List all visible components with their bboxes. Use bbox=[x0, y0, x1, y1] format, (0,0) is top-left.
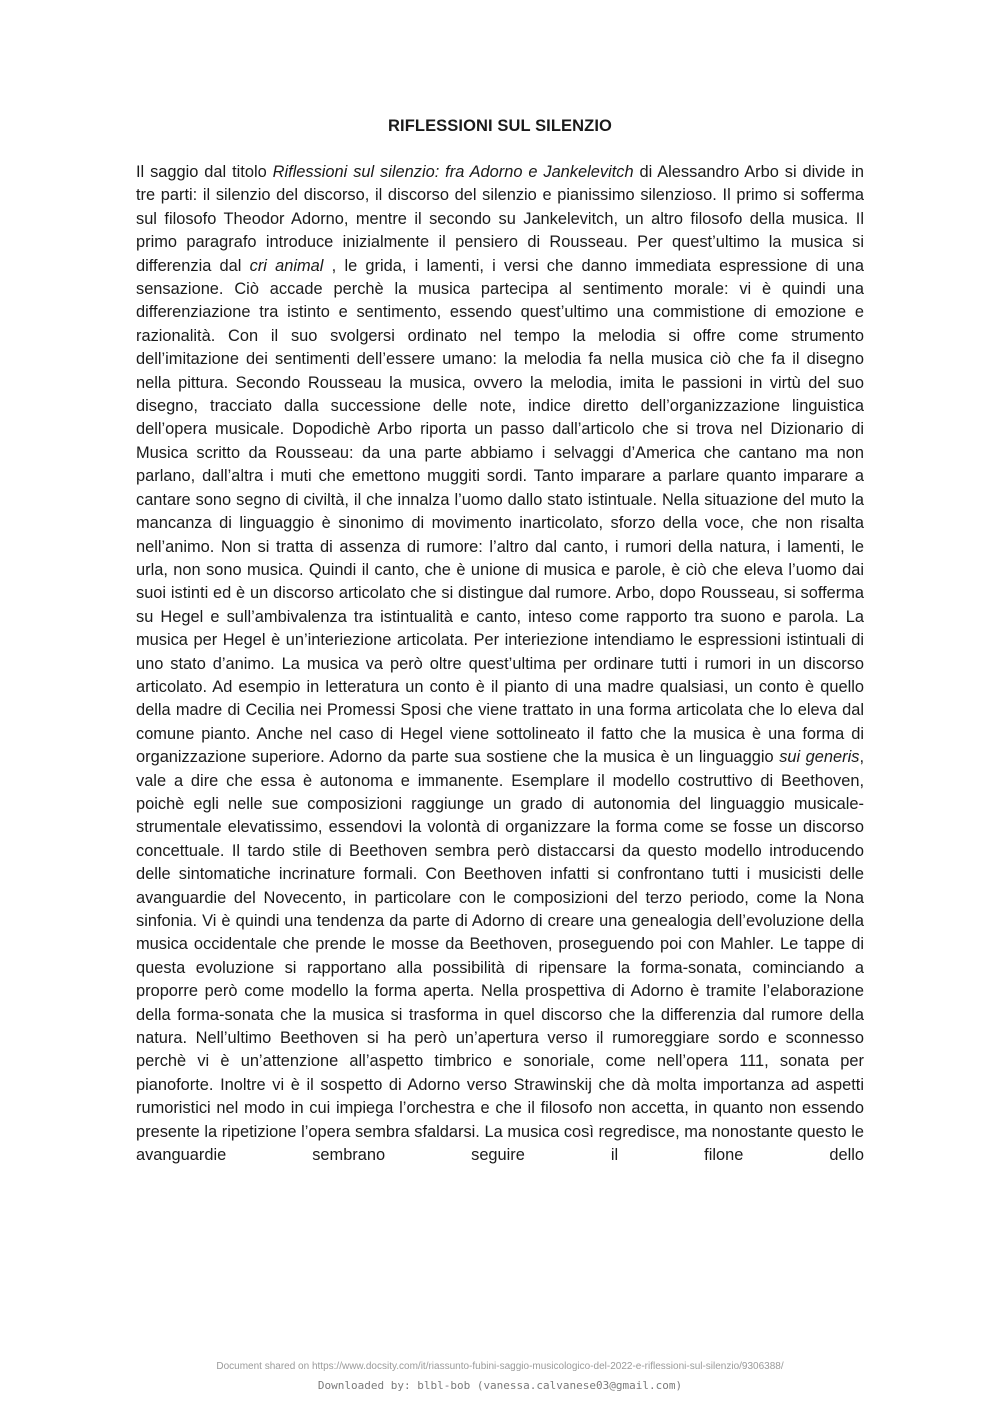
text-run: di Alessandro Arbo si divide in tre parti: il silenzio del discorso, il discorso del silenzio e pianissimo silenzioso. Il primo si sofferma sul filosofo Theodor Adorno, mentre il secondo su Jankelevitch, un altro filosofo della musica. Il primo paragrafo introduce inizialmente il pensiero di Rousseau. Per quest’ultimo la musica si differenzia dal bbox=[136, 163, 864, 275]
text-run: Il saggio dal titolo bbox=[136, 163, 273, 181]
footer-downloaded-by: Downloaded by: blbl-bob (vanessa.calvanese03@gmail.com) bbox=[317, 1379, 683, 1392]
document-title: RIFLESSIONI SUL SILENZIO bbox=[388, 117, 612, 135]
body-paragraph bbox=[136, 161, 864, 1167]
italic-text-run: sui generis bbox=[779, 748, 860, 767]
footer-shared-on: Document shared on https://www.docsity.com/it/riassunto-fubini-saggio-musicologico-del-2022-e-riflessioni-sul-silenzio/9306388/ bbox=[216, 1361, 784, 1372]
italic-text-run: cri animal bbox=[249, 256, 324, 275]
text-run: , vale a dire che essa è autonoma e immanente. Esemplare il modello costruttivo di Beethoven, poichè egli nelle sue composizioni raggiunge un grado di autonomia del linguaggio musicale-strumentale elevatissimo, essendovi la volontà di organizzare la forma come se fosse un discorso concettuale. Il tardo stile di Beethoven sembra però distaccarsi da questo modello introducendo delle sintomatiche incrinature formali. Con Beethoven infatti si confrontano tutti i musicisti delle avanguardie del Novecento, in particolare con le composizioni del terzo periodo, come la Nona sinfonia. Vi è quindi una tendenza da parte di Adorno di creare una genealogia dell’evoluzione della musica occidentale che prende le mosse da Beethoven, proseguendo poi con Mahler. Le tappe di questa evoluzione si rapportano alla possibilità di ripensare la forma-sonata, cominciando a proporre però come modello la forma aperta. Nella prospettiva di Adorno è tramite l’elaborazione della forma-sonata che la musica si trasforma in quel discorso che la differenzia dal rumore della natura. Nell’ultimo Beethoven si ha però un’apertura verso il rumoreggiare sordo e sconnesso perchè vi è un’attenzione all’aspetto timbrico e sonoriale, come nell’opera 111, sonata per pianoforte. Inoltre vi è il sospetto di Adorno verso Strawinskij che dà molta importanza ad aspetti rumoristici nel modo in cui impiega l’orchestra e che il filosofo non accetta, in quanto non essendo presente la ripetizione l’opera sembra sfaldarsi. La musica così regredisce, ma nonostante questo le avanguardie sembrano seguire il filone dello bbox=[136, 748, 864, 1165]
italic-text-run: Riflessioni sul silenzio: fra Adorno e Jankelevitch bbox=[272, 163, 634, 181]
text-run: , le grida, i lamenti, i versi che danno immediata espressione di una sensazione. Ciò accade perchè la musica partecipa al sentimento morale: vi è quindi una differenziazione tra istinto e sentimento, essendo quest’ultimo una commistione di emozione e razionalità. Con il suo svolgersi ordinato nel tempo la melodia si offre come strumento dell’imitazione dei sentimenti dell’essere umano: la melodia fa nella musica ciò che fa il disegno nella pittura. Secondo Rousseau la musica, ovvero la melodia, imita le passioni in virtù del suo disegno, tracciato dalla successione delle note, indice diretto dell’organizzazione linguistica dell’opera musicale. Dopodichè Arbo riporta un passo dall’articolo che si trova nel Dizionario di Musica scritto da Rousseau: da una parte abbiamo i selvaggi d’America che cantano ma non parlano, dall’altra i muti che emettono muggiti sordi. Tanto imparare a parlare quanto imparare a cantare sono segno di civiltà, il che innalza l’uomo dallo stato istintuale. Nella situazione del muto la mancanza di linguaggio è sinonimo di movimento inarticolato, sforzo della voce, che non risalta nell’animo. Non si tratta di assenza di rumore: l’altro dal canto, i rumori della natura, i lamenti, le urla, non sono musica. Quindi il canto, che è unione di musica e parole, è ciò che eleva l’uomo dai suoi istinti ed è un discorso articolato che si distingue dal rumore. Arbo, dopo Rousseau, si sofferma su Hegel e sull’ambivalenza tra istintualità e canto, inteso come rapporto tra suono e parola. La musica per Hegel è un’interiezione articolata. Per interiezione intendiamo le espressioni istintuali di uno stato d’animo. La musica va però oltre quest’ultima per ordinare tutti i rumori in un discorso articolato. Ad esempio in letteratura un conto è il pianto di una madre qualsiasi, un conto è quello della madre di Cecilia nei Promessi Sposi che viene trattato in una forma articolata che lo eleva dal comune pianto. Anche nel caso di Hegel viene sottolineato il fatto che la musica è una forma di organizzazione superiore. Adorno da parte sua sostiene che la musica è un linguaggio bbox=[136, 256, 864, 767]
